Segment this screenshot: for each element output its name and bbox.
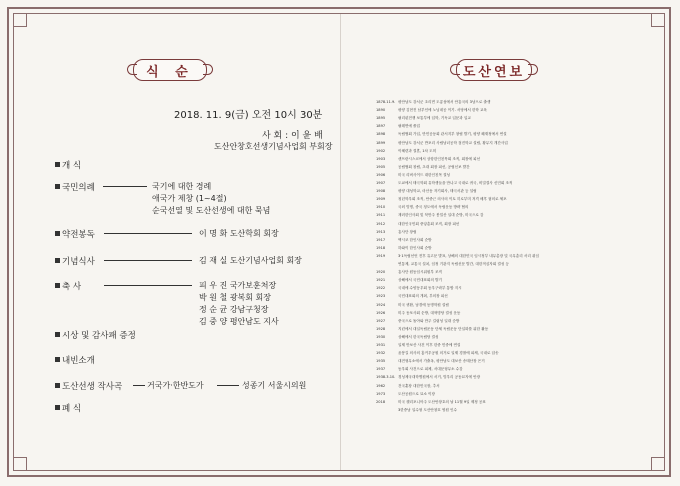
chronology-text: 평양 대성학교, 마산동 자기회사, 태극서관 등 설립 [398, 189, 477, 194]
program-detail: 김 재 실 도산기념사업회 회장 [199, 256, 302, 265]
program-item: 개 식 [62, 161, 82, 171]
chronology-row [376, 400, 486, 404]
chronology-year: 1921 [376, 278, 386, 283]
chronology-text: 동우회 사건으로 피체, 서대문형무소 수감 [398, 367, 463, 372]
chronology-text: 경성제국대학병원에서 서거, 망우리 공동묘지에 안장 [398, 375, 481, 380]
chronology-row [376, 311, 460, 315]
chronology-text: 공립협회 창립, 초대 회장 피선, 공립신보 발간 [398, 164, 470, 169]
chronology-row [376, 286, 462, 290]
chronology-text: 대전형무소에서 가출옥, 평안남도 대보산 송태산장 은거 [398, 359, 485, 364]
inner-border [13, 13, 665, 471]
chronology-text: 도산공원으로 묘소 이장 [398, 391, 435, 396]
corner-ornament [651, 13, 665, 27]
chronology-text: 윤봉길 의사의 홍커우공원 의거로 일제 경찰에 피체, 국내로 압송 [398, 351, 499, 356]
chronology-text: 지린에서 대일독립운동 단체 독립운동 단일화를 위한 활동 [398, 326, 489, 331]
chronology-text: 미주 동포사회 순방, 대혁명당 결성 운동 [398, 310, 461, 315]
page-fold [340, 14, 341, 470]
chronology-text: 필리핀전쟁 보통부에 입학, 기독교 입문과 입교 [398, 116, 471, 121]
chronology-text: 샌프란시스코에서 상항한인친목회 조직, 회장에 피선 [398, 156, 481, 161]
list-bullet [55, 184, 60, 189]
chronology-row [376, 149, 436, 153]
chronology-row [376, 173, 450, 177]
chronology-year: 1917 [376, 237, 386, 242]
chronology-year: 2018 [376, 399, 386, 404]
program-item: 약전봉독 [62, 230, 95, 240]
chronology-year: 1918 [376, 245, 386, 250]
chronology-text: 중국으로 돌아와 만주 길림성 일대 순방 [398, 318, 460, 323]
chronology-row [376, 116, 471, 120]
chronology-year: 1928 [376, 326, 386, 331]
chronology-text: 평양 김현진 남부인에 노님네공 이기. 서당에서 한학 교육 [398, 108, 487, 113]
chronology-row [376, 230, 417, 234]
host-organization: 도산안창호선생기념사업회 부회장 [214, 142, 333, 151]
chronology-year: 1919 [376, 253, 386, 258]
chronology-text: 필레면예 졸업 [398, 124, 420, 129]
leader-line [104, 285, 192, 286]
chronology-year: 1898 [376, 132, 386, 137]
leader-line [104, 260, 192, 261]
list-bullet [55, 357, 60, 362]
program-detail: 박 원 철 광복회 회장 [199, 293, 271, 302]
chronology-row [376, 375, 480, 379]
chronology-text: 재러한인사회 및 북만주 봉밀산 일대 순방, 미국으로 감 [398, 213, 484, 218]
chronology-year: 1911 [376, 213, 386, 218]
chronology-row [376, 351, 499, 355]
chronology-year: 1909 [376, 197, 386, 202]
chronology-text: 흥사단 원동임시위원부 조직 [398, 270, 442, 275]
chronology-text: 독립협회 가입, 만민공동회 관서지부 창립 발기, 평양 쾌재정에서 연설 [398, 132, 507, 137]
chronology-text: 국외 망명, 중국 청도에서 독립운동 방략 협의 [398, 205, 469, 210]
chronology-text: 건국훈장 대한민국장, 추서 [398, 383, 440, 388]
chronology-year: 1903 [376, 156, 386, 161]
chronology-year: 1913 [376, 229, 386, 234]
chronology-year: 1937 [376, 367, 386, 372]
chronology-year: 1878.11.9. [376, 100, 396, 104]
chronology-year: 1897 [376, 124, 386, 129]
chronology-row [376, 213, 484, 217]
chronology-year: 1910 [376, 205, 386, 210]
corner-ornament [13, 457, 27, 471]
chronology-text: 평안남도 강서군 반포리 사립남녀공학 점진학교 설립, 황무지 개간사업 [398, 140, 508, 145]
chronology-year: 1938.3.10. [376, 375, 396, 380]
chronology-text: 평안남도 강서군 초리면 도롱섬에서 안흥국의 3남으로 출생 [398, 100, 491, 104]
chronology-row [376, 278, 442, 282]
chronology-year: 1935 [376, 359, 386, 364]
chronology-text: 상해에서 국민대표회의 발기 [398, 278, 442, 283]
chronology-text: 미국 귀환, 남경에 동명학원 설립 [398, 302, 449, 307]
chronology-year: 1962 [376, 383, 386, 388]
chronology-year: 1890 [376, 108, 386, 113]
chronology-row [376, 222, 459, 226]
program-detail: 순국선열 및 도산선생에 대한 묵념 [152, 206, 271, 215]
chronology-row [376, 205, 468, 209]
event-datetime: 2018. 11. 9(금) 오전 10시 30분 [174, 110, 323, 121]
chronology-row [376, 319, 459, 323]
chronology-row [376, 327, 488, 331]
chronology-row [376, 197, 507, 201]
chronology-row [376, 335, 438, 339]
chronology-text: 청년학우회 조직, 안중근 의사의 이토 히로부미 저격 배후 혐의로 체포 [398, 197, 507, 202]
chronology-row [376, 359, 485, 363]
chronology-text: 국민대표회의 개최, 부의장 피선 [398, 294, 448, 299]
list-bullet [55, 162, 60, 167]
chronology-year: 1895 [376, 116, 386, 121]
program-detail: 애국가 제창 (1~4절) [152, 194, 227, 203]
chronology-year: 1926 [376, 310, 386, 315]
chronology-row [376, 303, 449, 307]
chronology-text: 일제 만보산 사건 이후 한중 민중에 연설 [398, 343, 461, 347]
chronology-year: 1907 [376, 181, 386, 185]
chronology-text: 이혜련과 결혼, 1차 도미 [398, 148, 437, 153]
chronology-row [376, 165, 470, 169]
leader-line [104, 233, 192, 234]
program-item: 폐 식 [62, 404, 82, 414]
program-item: 시상 및 감사패 증정 [62, 331, 136, 341]
chronology-row [376, 343, 460, 347]
chronology-year: 1920 [376, 270, 386, 275]
chronology-text: 도쿄에서 태극학회 유학생들을 만나고 국내로 귀국, 비밀결사 신민회 조직 [398, 181, 513, 185]
chronology-year: 1902 [376, 148, 386, 153]
chronology-text: 상해에서 한국독립당 결성 [398, 334, 439, 339]
program-detail: 피 우 진 국가보훈처장 [199, 281, 277, 290]
chronology-row [376, 270, 442, 274]
chronology-row [376, 384, 440, 388]
chronology-row [376, 108, 487, 112]
leader-line [103, 186, 147, 187]
chronology-year: 1924 [376, 302, 386, 307]
chronology-year: 1932 [376, 351, 386, 356]
program-detail: 거국가·한반도가 [147, 381, 204, 390]
chronology-year: 1899 [376, 140, 386, 145]
chronology-row [376, 238, 432, 242]
chronology-row [376, 124, 420, 128]
chronology-text: 국내에 수양동우회 동우구락부 통합 지시 [398, 286, 462, 291]
chronology-title: 도산연보 [456, 59, 532, 81]
chronology-row [376, 408, 457, 412]
chronology-year: 1905 [376, 164, 386, 169]
list-bullet [55, 231, 60, 236]
leader-line [217, 385, 239, 386]
program-detail: 성종기 서울시의원 [242, 381, 307, 390]
chronology-row [376, 254, 539, 258]
host-name: 사 회 : 이 윤 배 [262, 131, 323, 141]
chronology-year: 1908 [376, 189, 386, 194]
list-bullet [55, 383, 60, 388]
chronology-row [376, 181, 512, 185]
chronology-text: 3·1독립선언 전후 유고문 발표, 상해의 대한민국 임시정부 내무총장 및 국무총리 서리 취임 [398, 253, 539, 258]
chronology-year: 1923 [376, 294, 386, 299]
list-bullet [55, 332, 60, 337]
chronology-text: 3한중남 일수형 도산안창호 영원 인수 [398, 407, 457, 412]
program-item: 기념식사 [62, 257, 95, 267]
chronology-row [376, 100, 490, 104]
chronology-year: 1930 [376, 334, 386, 339]
chronology-row [376, 132, 507, 136]
chronology-year: 1931 [376, 343, 386, 347]
chronology-year: 1906 [376, 172, 386, 177]
chronology-row [376, 141, 508, 145]
list-bullet [55, 258, 60, 263]
chronology-row [376, 294, 448, 298]
chronology-year: 1973 [376, 391, 386, 396]
chronology-text: 미국 리버사이드 대한인친목 결성 [398, 172, 451, 177]
program-detail: 정 순 균 강남구청장 [199, 305, 269, 314]
program-item: 도산선생 작사곡 [62, 382, 123, 392]
chronology-row [376, 262, 509, 266]
program-detail: 이 명 화 도산학회 회장 [199, 229, 279, 238]
program-item: 내빈소개 [62, 356, 95, 366]
program-detail: 국기에 대한 경례 [152, 182, 212, 191]
chronology-text: 하와이 한인사회 순방 [398, 245, 432, 250]
corner-ornament [651, 457, 665, 471]
chronology-row [376, 246, 432, 250]
chronology-year: 1922 [376, 286, 386, 291]
chronology-row [376, 189, 477, 193]
chronology-text: 연통제, 교통국 설치, 임정 기관지 독립신문 발간, 대한적십자회 결성 등 [398, 262, 509, 266]
chronology-text: 미국 캘리포니아주 도산안창호의 날 11월 9일 제정 공표 [398, 399, 486, 404]
list-bullet [55, 283, 60, 288]
program-title: 식 순 [133, 59, 207, 81]
chronology-text: 흥사단 창립 [398, 229, 417, 234]
corner-ornament [13, 13, 27, 27]
program-detail: 김 중 양 평안남도 지사 [199, 317, 279, 326]
chronology-row [376, 367, 463, 371]
program-item: 축 사 [62, 282, 82, 292]
chronology-text: 대한인국민회 중앙총회 조직, 회장 피선 [398, 221, 460, 226]
chronology-text: 멕시코 한인사회 순방 [398, 237, 432, 242]
chronology-row [376, 157, 480, 161]
program-item: 국민의례 [62, 183, 95, 193]
chronology-year: 1912 [376, 221, 386, 226]
chronology-year: 1927 [376, 318, 386, 323]
chronology-row [376, 392, 435, 396]
list-bullet [55, 405, 60, 410]
leader-line [133, 385, 145, 386]
